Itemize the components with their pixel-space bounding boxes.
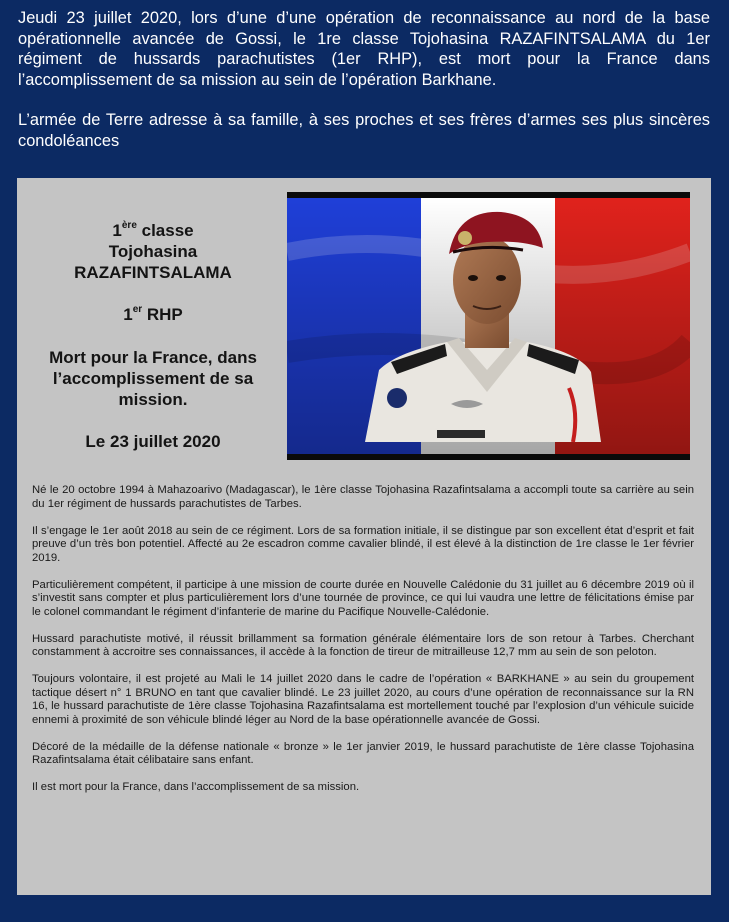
bio-paragraph: Toujours volontaire, il est projeté au Mali le 14 juillet 2020 dans le cadre de l’opération « BARKHANE » au sein du groupement tactique désert n° 1 BRUNO en tant que cavalier blindé. Le 23 juillet 2020, au cours d’une opération de reconnaissance sur la RN 16, le hussard parachutiste de 1ère classe Tojohasina Razafintsalama est mortellement touché par l’explosion d’un véhicule suicide ennemi à proximité de son véhicule blindé léger au Nord de la base opérationnelle avancée de Gossi. [32, 673, 694, 726]
tribute-title-block [17, 178, 289, 468]
unit-name: RHP [146, 305, 183, 324]
death-date: Le 23 juillet 2020 [85, 432, 221, 451]
soldier-first-name: Tojohasina [108, 242, 198, 261]
rank-word: classe [141, 221, 194, 240]
bio-paragraph: Hussard parachutiste motivé, il réussit brillamment sa formation générale élémentaire lors de son retour à Tarbes. Cherchant constamment à accroitre ses connaissances, il accède à la fonction de tireur de mitrailleuse 12,7 mm au sein de son peloton. [32, 632, 694, 658]
bio-paragraph: Il est mort pour la France, dans l’accomplissement de sa mission. [32, 781, 360, 793]
bio-paragraph: Il s’engage le 1er août 2018 au sein de ce régiment. Lors de sa formation initiale, il se distingue par son excellent état d’esprit et fait preuve d’un très bon potentiel. Affecté au 2e escadron comme cavalier blindé, il est élevé à la distinction de 1re classe le 1er février 2019. [32, 524, 694, 564]
tribute-card [17, 178, 711, 895]
unit-suffix: er [132, 304, 143, 316]
rank-suffix: ère [121, 220, 137, 232]
unit-number: 1 [123, 305, 133, 324]
portrait-illustration [287, 192, 690, 460]
soldier-name [17, 220, 289, 283]
intro-paragraph: Jeudi 23 juillet 2020, lors d’une d’une opération de reconnaissance au nord de la base opérationnelle avancée de Gossi, le 1re classe Tojohasina RAZAFINTSALAMA du 1er régiment de hussards parachutistes (1er RHP), est mort pour la France dans l’accomplissement de sa mission au sein de l’opération Barkhane. [18, 9, 710, 89]
bio-paragraph: Décoré de la médaille de la défense nationale « bronze » le 1er janvier 2019, le hussard parachutiste de 1ère classe Tojohasina Razafintsalama était célibataire sans enfant. [32, 740, 694, 766]
bio-paragraph: Particulièrement compétent, il participe à une mission de courte durée en Nouvelle Calédonie du 31 juillet au 6 décembre 2019 où il s’investit sans compter et plus particulièrement lors d’une tournée de province, ce qui lui vaudra une lettre de félicitations émise par le colonel commandant le régiment d’infanterie de marine du Pacifique Nouvelle-Calédonie. [32, 578, 694, 618]
soldier-portrait-photo [287, 192, 690, 460]
bio-paragraph: Né le 20 octobre 1994 à Mahazoarivo (Madagascar), le 1ère classe Tojohasina Razafintsalama a accompli toute sa carrière au sein du 1er régiment de hussards parachutistes de Tarbes. [32, 484, 694, 510]
mort-pour-la-france-text: Mort pour la France, dans l’accomplissement de sa mission. [49, 348, 257, 409]
biography [32, 484, 694, 808]
soldier-unit [17, 305, 289, 325]
left-eye [468, 275, 478, 281]
intro-text [18, 8, 710, 171]
shoulder-insignia-icon [387, 388, 407, 408]
rank-number: 1 [112, 221, 122, 240]
soldier-rank [17, 220, 289, 241]
name-tape [437, 430, 485, 438]
soldier-last-name: RAZAFINTSALAMA [74, 263, 232, 282]
beret-badge-icon [458, 231, 472, 245]
intro-condolences: L’armée de Terre adresse à sa famille, à ses proches et ses frères d’armes ses plus sincères condoléances [18, 111, 710, 150]
right-eye [496, 275, 506, 281]
